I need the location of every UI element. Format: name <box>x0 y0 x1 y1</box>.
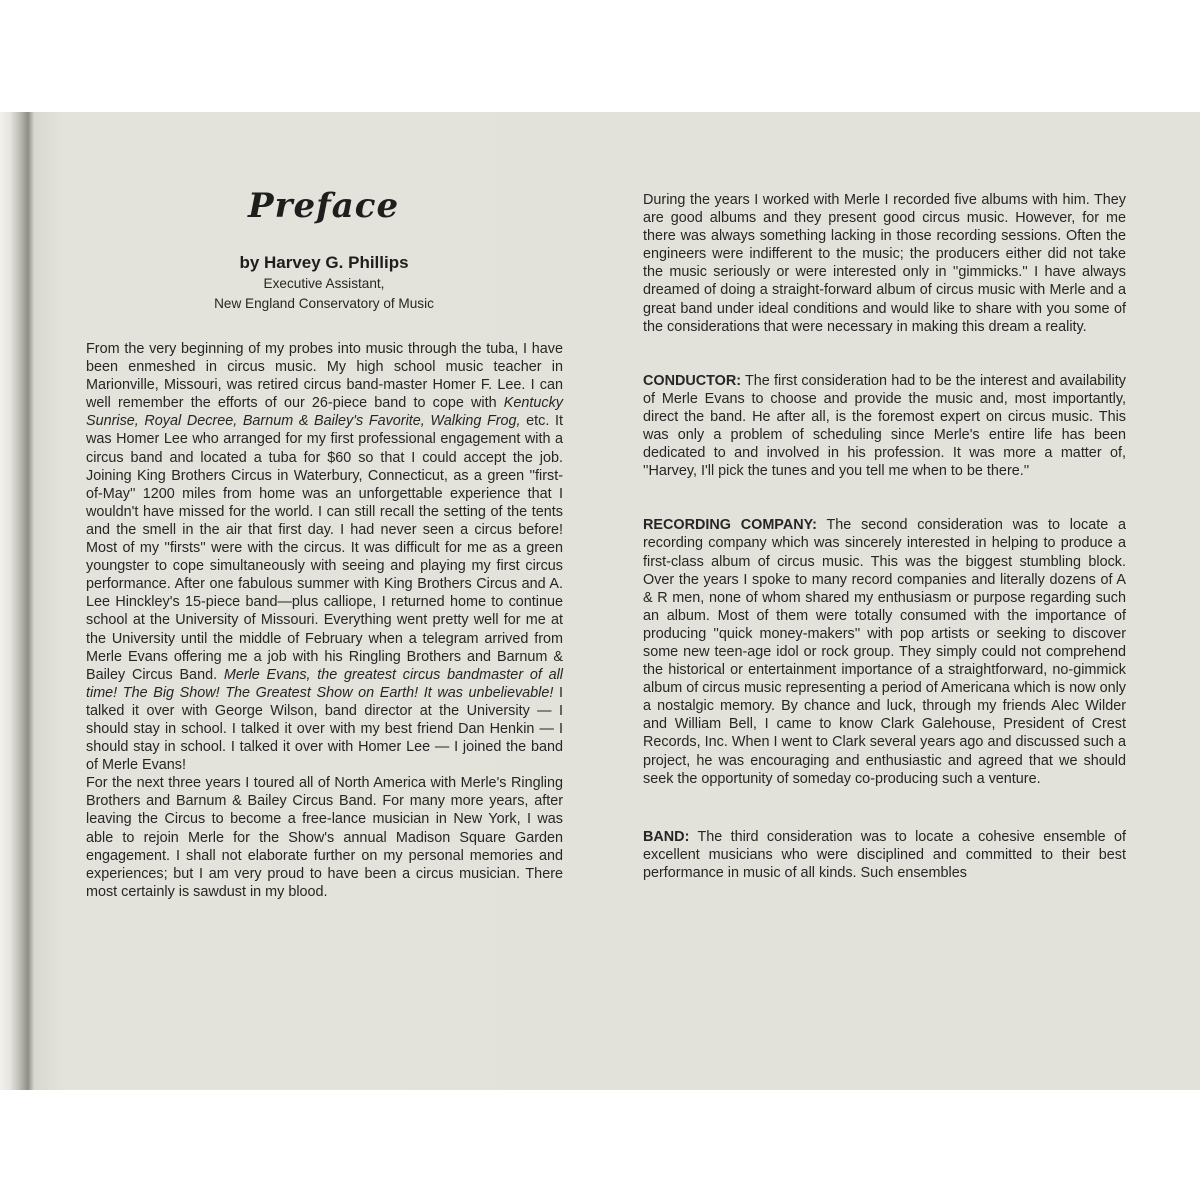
band-text: The third consideration was to locate a cohesive ensemble of excellent musicians who were disciplined and committed to their best performance in music of all kinds. Such ensembles <box>643 828 1126 881</box>
paragraph-1-text-c: I talked it over with George Wilson, band director at the University — I should stay in school. I talked it over with my best friend Dan Henkin — I should stay in school. I talked it over with Homer Lee — I joined the band of Merle Evans! <box>86 684 563 774</box>
preface-title: Preface <box>248 186 400 226</box>
author-byline: by Harvey G. Phillips <box>239 253 409 272</box>
conductor-heading: CONDUCTOR: <box>643 372 742 389</box>
booklet-spine <box>0 112 34 1090</box>
booklet-page <box>34 112 1200 1090</box>
author-affiliation <box>174 274 474 314</box>
band-heading: BAND: <box>643 828 690 845</box>
conductor-section <box>643 372 1126 481</box>
recording-company-heading: RECORDING COMPANY: <box>643 517 817 534</box>
affiliation-institution: New England Conservatory of Music <box>214 296 434 311</box>
right-column <box>643 191 1126 882</box>
recording-company-section <box>643 516 1126 787</box>
band-section <box>643 828 1126 882</box>
intro-paragraph: During the years I worked with Merle I recorded five albums with him. They are good albums and they present good circus music. However, for me there was always something lacking in those recording sessions. Often the engineers were indifferent to the music; the producers either did not take the music seriously or were interested only in ''gimmicks.'' I have always dreamed of doing a straight-forward album of circus music with Merle and a great band under ideal conditions and would like to share with you some of the considerations that were necessary in making this dream a reality. <box>643 192 1126 335</box>
booklet <box>0 112 1200 1090</box>
song-titles: Kentucky Sunrise, Royal Decree, Barnum & Bailey's Favorite, Walking Frog, <box>86 395 563 430</box>
exclamation-italic: Merle Evans, the greatest circus bandmaster of all time! The Big Show! The Greatest Show on Earth! It was unbelievable! <box>86 666 563 701</box>
paragraph-1-text-a: From the very beginning of my probes into music through the tuba, I have been enmeshed in circus music. My high school music teacher in Marionville, Missouri, was retired circus band-master Homer F. Lee. I can well remember the efforts of our 26-piece band to cope with <box>86 341 563 412</box>
paragraph-2: For the next three years I toured all of North America with Merle's Ringling Brothers and Barnum & Bailey Circus Band. For many more years, after leaving the Circus to become a free-lance musician in New York, I was able to rejoin Merle for the Show's annual Madison Square Garden engagement. I shall not elaborate further on my personal memories and experiences; but I am very proud to have been a circus musician. There most certainly is sawdust in my blood. <box>86 775 563 900</box>
left-column <box>86 340 563 901</box>
paragraph-1-text-b: etc. It was Homer Lee who arranged for my first professional engagement with a circus band and located a tuba for $60 so that I could accept the job. Joining King Brothers Circus in Waterbury, Connecticut, as a green ''first-of-May'' 1200 miles from home was an unforgettable experience that I wouldn't have missed for the world. I can still recall the setting of the tents and the smell in the air that first day. I had never seen a circus before! Most of my ''firsts'' were with the circus. It was difficult for me as a green youngster to cope simultaneously with seeing and playing my first circus performance. After one fabulous summer with King Brothers Circus and A. Lee Hinckley's 15-piece band—plus calliope, I returned home to continue school at the University of Missouri. Everything went pretty well for me at the University until the middle of February when a telegram arrived from Merle Evans offering me a job with his Ringling Brothers and Barnum & Bailey Circus Band. <box>86 413 563 683</box>
recording-company-text: The second consideration was to locate a recording company which was sincerely interested in helping to produce a first-class album of circus music. This was the biggest stumbling block. Over the years I spoke to many record companies and literally dozens of A & R men, none of whom shared my enthusiasm or purpose regarding such an album. Most of them were totally consumed with the importance of producing ''quick money-makers'' with pop artists or seeking to discover some new teen-age idol or rock group. They simply could not comprehend the historical or entertainment importance of a straightforward, no-gimmick album of circus music representing a period of Americana which is now only a nostalgic memory. By chance and luck, through my friends Alec Wilder and William Bell, I came to know Clark Galehouse, President of Crest Records, Inc. When I went to Clark several years ago and discussed such a project, he was encouraging and enthusiastic and agreed that we should seek the opportunity of someday co-producing such a venture. <box>643 517 1127 787</box>
paragraph-1 <box>86 340 563 774</box>
conductor-text: The first consideration had to be the interest and availability of Merle Evans to choose and provide the music and, most importantly, direct the band. He after all, is the foremost expert on circus music. This was only a problem of scheduling since Merle's entire life has been dedicated to and involved in his profession. It was more a matter of, ''Harvey, I'll pick the tunes and you tell me when to be there.'' <box>643 372 1126 480</box>
affiliation-title: Executive Assistant, <box>263 276 385 291</box>
